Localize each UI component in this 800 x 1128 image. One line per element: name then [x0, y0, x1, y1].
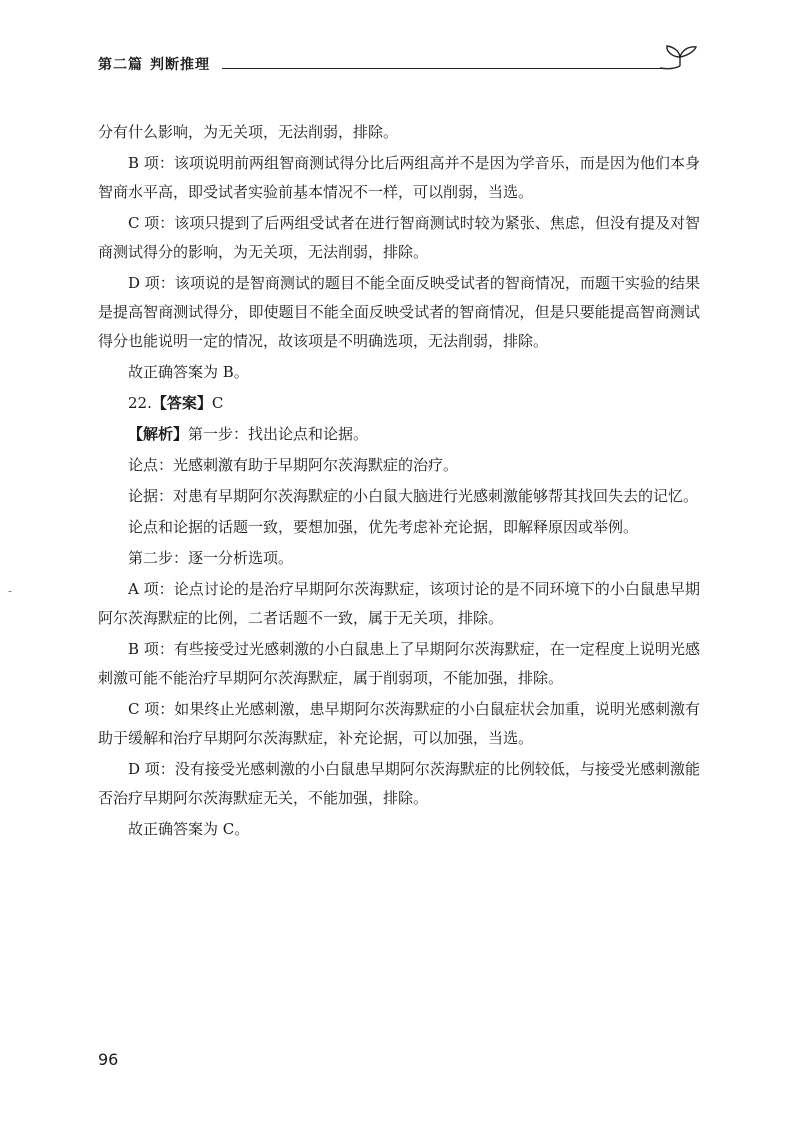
- question-answer-heading: [98, 389, 700, 418]
- analysis-label: 【解析】: [128, 425, 189, 443]
- header-rule: [222, 68, 662, 69]
- page-body: [98, 118, 700, 844]
- answer-label: 【答案】: [151, 394, 212, 412]
- chapter-title: 第二篇: [98, 57, 143, 73]
- paragraph: 论点和论据的话题一致，要想加强，优先考虑补充论据，即解释原因或举例。: [128, 518, 639, 536]
- paragraph-option-c: C 项：该项只提到了后两组受试者在进行智商测试时较为紧张、焦虑，但没有提及对智商测试得分的影响，为无关项，无法削弱，排除。: [98, 214, 700, 261]
- page-header: [98, 44, 700, 78]
- paragraph-evidence: 论据：对患有早期阿尔茨海默症的小白鼠大脑进行光感刺激能够帮其找回失去的记忆。: [128, 487, 699, 505]
- margin-mark: -: [8, 584, 13, 598]
- paragraph: 分有什么影响，为无关项，无法削弱，排除。: [98, 123, 399, 141]
- answer-line: 故正确答案为 B。: [128, 363, 249, 381]
- paragraph-option-d: D 项：该项说的是智商测试的题目不能全面反映受试者的智商情况，而题干实验的结果是提高智商测试得分，即使题目不能全面反映受试者的智商情况，但是只要能提高智商测试得分也能说明一定的情况，故该项是不明确选项，无法削弱，排除。: [98, 274, 700, 350]
- page-number: 96: [98, 1050, 119, 1069]
- paragraph-option-b: B 项：有些接受过光感刺激的小白鼠患上了早期阿尔茨海默症，在一定程度上说明光感刺激可能不能治疗早期阿尔茨海默症，属于削弱项，不能加强，排除。: [98, 640, 700, 687]
- paragraph-argument: 论点：光感刺激有助于早期阿尔茨海默症的治疗。: [128, 456, 459, 474]
- answer-line: 故正确答案为 C。: [128, 820, 250, 838]
- answer-value: C: [211, 394, 224, 412]
- paragraph: 第二步：逐一分析选项。: [128, 549, 294, 567]
- section-title: 判断推理: [150, 57, 210, 73]
- question-number: 22.: [128, 394, 152, 412]
- paragraph-option-a: A 项：论点讨论的是治疗早期阿尔茨海默症，该项讨论的是不同环境下的小白鼠患早期阿尔茨海默症的比例，二者话题不一致，属于无关项，排除。: [98, 580, 700, 627]
- paragraph-option-c: C 项：如果终止光感刺激，患早期阿尔茨海默症的小白鼠症状会加重，说明光感刺激有助于缓解和治疗早期阿尔茨海默症，补充论据，可以加强，当选。: [98, 700, 700, 747]
- sprout-icon: [658, 44, 700, 74]
- analysis-heading: [98, 420, 700, 449]
- analysis-text: 第一步：找出论点和论据。: [188, 425, 369, 443]
- paragraph-option-b: B 项：该项说明前两组智商测试得分比后两组高并不是因为学音乐，而是因为他们本身智商水平高，即受试者实验前基本情况不一样，可以削弱，当选。: [98, 154, 700, 201]
- paragraph-option-d: D 项：没有接受光感刺激的小白鼠患早期阿尔茨海默症的比例较低，与接受光感刺激能否治疗早期阿尔茨海默症无关，不能加强，排除。: [98, 760, 700, 807]
